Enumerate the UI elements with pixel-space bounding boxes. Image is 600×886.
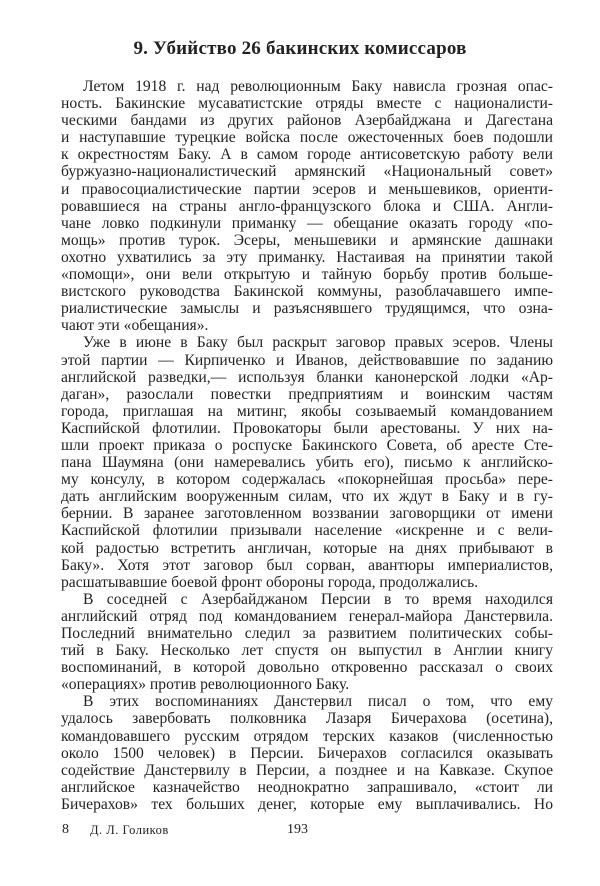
text-line: шли проект приказа о роспуске Бакинского Совета, об аресте Сте- — [61, 436, 553, 454]
text-line: В этих воспоминаниях Данстервил писал о том, что ему — [83, 693, 553, 711]
text-line: ровавшиеся на страны англо-французского блока и США. Англи- — [61, 197, 553, 215]
paragraph — [61, 693, 553, 813]
text-line: чане ловко подкинули приманку — обещание оказать городу «по- — [61, 214, 553, 232]
text-line: тий в Баку. Несколько лет спустя он выпустил в Англии книгу — [61, 642, 553, 660]
paragraph — [61, 78, 553, 334]
text-line: риалистические замыслы и разъяснявшего трудящимся, что озна- — [61, 300, 553, 318]
footer-author: Д. Л. Голиков — [90, 823, 169, 837]
body-text — [61, 78, 553, 813]
text-line: около 1500 человек) в Персии. Бичерахов согласился оказывать — [61, 744, 553, 762]
text-line: английской разведки,— используя бланки канонерской лодки «Ар- — [61, 368, 553, 386]
text-line: бернии. В заранее заготовленном воззвании заговорщики от имени — [61, 505, 553, 523]
text-line: города, приглашая на митинг, якобы созываемый командованием — [61, 402, 553, 420]
text-line: Баку». Хотя этот заговор был сорван, авантюры империалистов, — [61, 556, 553, 574]
text-line: Уже в июне в Баку был раскрыт заговор правых эсеров. Члены — [83, 334, 553, 352]
text-line: даган», разослали повестки предприятиям и воинским частям — [61, 385, 553, 403]
text-line: содействие Данстервилу в Персии, а позднее и на Кавказе. Скупое — [61, 761, 553, 779]
text-line: воспоминаний, в которой довольно откровенно рассказал о своих — [61, 659, 553, 677]
text-line: чают эти «обещания». — [61, 317, 209, 335]
text-line: Бичерахов» тех больших денег, которые ему выплачивались. Но — [61, 795, 553, 813]
chapter-title: 9. Убийство 26 бакинских комиссаров — [133, 38, 467, 59]
text-line: ность. Бакинские мусаватистские отряды вместе с националисти- — [61, 95, 553, 113]
text-line: расшатывавшие боевой фронт обороны города, продолжались. — [61, 573, 479, 591]
text-line: «операциях» против революционного Баку. — [61, 676, 350, 694]
page-number: 193 — [287, 822, 308, 837]
text-line: вистского руководства Бакинской коммуны, разоблачавшего импе- — [61, 283, 553, 301]
text-line: В соседней с Азербайджаном Персии в то время находился — [83, 590, 553, 608]
text-line: Последний внимательно следил за развитием политических собы- — [61, 625, 553, 642]
text-line: мощь» против турок. Эсеры, меньшевики и армянские дашнаки — [61, 231, 553, 249]
text-line: этой партии — Кирпиченко и Иванов, действовавшие по заданию — [61, 351, 553, 369]
text-line: пана Шаумяна (они намеревались убить его), письмо к английско- — [61, 454, 553, 472]
text-line: английское казначейство неоднократно запрашивало, «стоит ли — [61, 778, 553, 796]
text-line: Каспийской флотилии. Провокаторы были арестованы. У них на- — [61, 419, 553, 437]
text-line: «помощи», они вели открытую и тайную борьбу против больше- — [61, 266, 553, 284]
text-line: командовавшего русским отрядом терских казаков (численностью — [61, 727, 553, 745]
text-line: охотно ухватились за эту приманку. Настаивая на принятии такой — [61, 248, 553, 266]
text-line: Летом 1918 г. над революционным Баку нависла грозная опас- — [83, 78, 553, 95]
text-line: буржуазно-националистический армянский «Национальный совет» — [61, 163, 553, 181]
text-line: и наступавшие турецкие войска после ожесточенных боев подошли — [61, 129, 553, 147]
text-line: дать английским вооруженным силам, что их ждут в Баку и в гу- — [61, 488, 553, 506]
signature-number: 8 — [62, 822, 69, 837]
text-line: ческими бандами из других районов Азербайджана и Дагестана — [61, 112, 553, 130]
text-line: английский отряд под командованием генерал-майора Данстервила. — [61, 607, 553, 625]
text-line: му консулу, в котором содержалась «покорнейшая просьба» пере- — [61, 471, 553, 489]
text-line: и правосоциалистические партии эсеров и меньшевиков, ориенти- — [61, 180, 553, 198]
text-line: кой радостью встретить англичан, которые на днях прибывают в — [61, 539, 553, 557]
text-line: к окрестностям Баку. А в самом городе антисоветскую работу вели — [61, 146, 553, 164]
text-line: удалось завербовать полковника Лазаря Бичерахова (осетина), — [61, 710, 553, 728]
paragraph — [61, 591, 553, 694]
text-line: Каспийской флотилии призывали население «искренне и с вели- — [61, 522, 553, 540]
paragraph — [61, 334, 553, 590]
